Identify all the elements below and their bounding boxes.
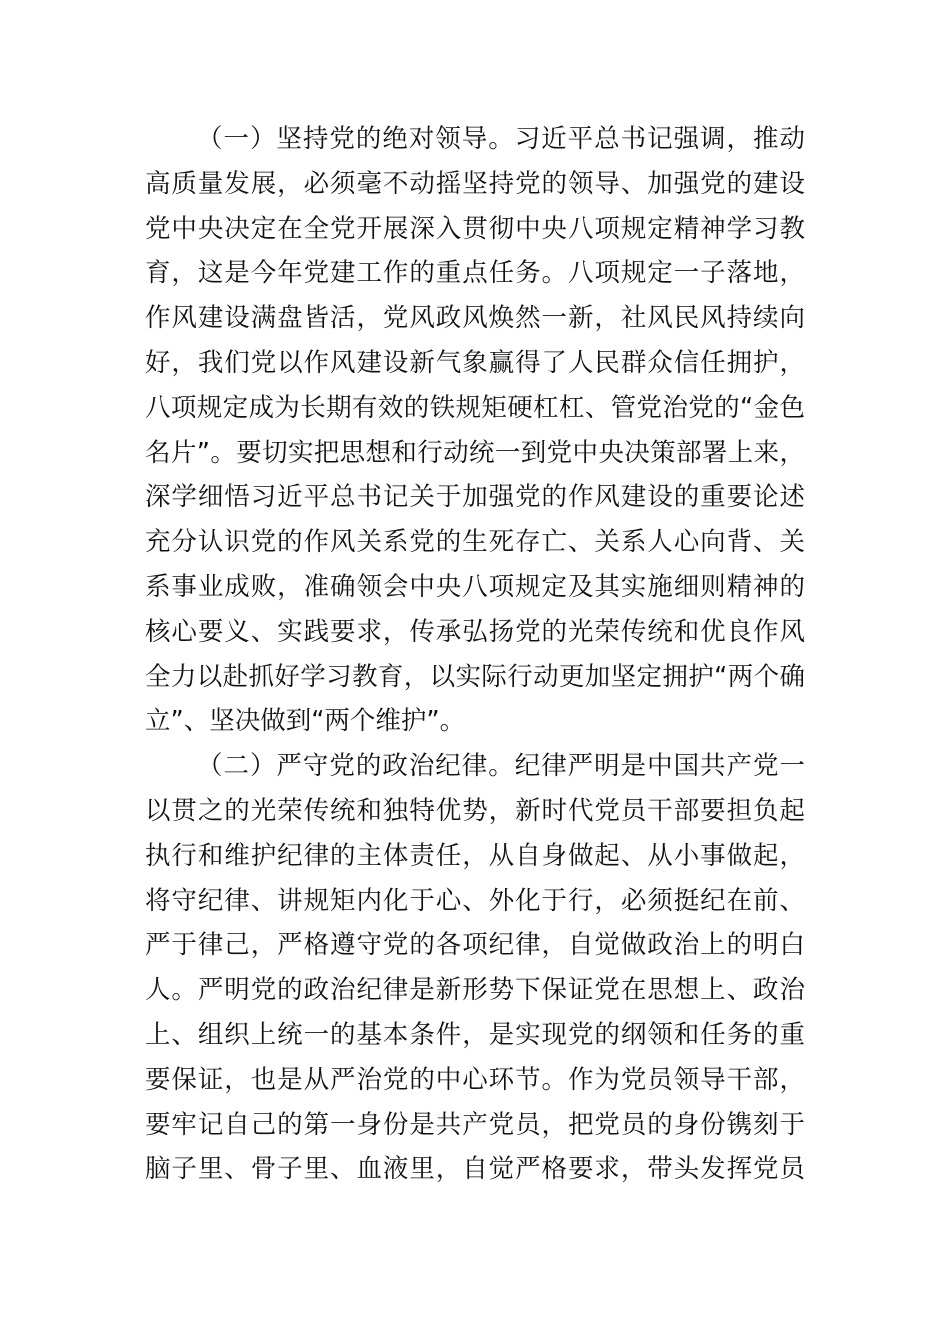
- text-line: （二）严守党的政治纪律。纪律严明是中国共产党一: [197, 751, 805, 782]
- text-line: 深学细悟习近平总书记关于加强党的作风建设的重要论述: [145, 482, 805, 513]
- text-line: 核心要义、实践要求，传承弘扬党的光荣传统和优良作风: [145, 616, 805, 647]
- document-body: [145, 117, 805, 1192]
- paragraph-section-2: [145, 744, 805, 1192]
- text-line: 要保证，也是从严治党的中心环节。作为党员领导干部，: [145, 1064, 805, 1095]
- text-line: 党中央决定在全党开展深入贯彻中央八项规定精神学习教: [145, 213, 805, 244]
- text-line: 要牢记自己的第一身份是共产党员，把党员的身份镌刻于: [145, 1109, 805, 1140]
- text-line: 名片”。要切实把思想和行动统一到党中央决策部署上来，: [145, 437, 805, 468]
- text-line: 将守纪律、讲规矩内化于心、外化于行，必须挺纪在前、: [145, 885, 805, 916]
- text-line: 上、组织上统一的基本条件，是实现党的纲领和任务的重: [145, 1019, 805, 1050]
- text-line: 八项规定成为长期有效的铁规矩硬杠杠、管党治党的“金色: [145, 392, 805, 423]
- text-line: 作风建设满盘皆活，党风政风焕然一新，社风民风持续向: [145, 303, 805, 334]
- text-line: 人。严明党的政治纪律是新形势下保证党在思想上、政治: [145, 975, 805, 1006]
- text-line: 立”、坚决做到“两个维护”。: [145, 706, 466, 737]
- text-line: 脑子里、骨子里、血液里，自觉严格要求，带头发挥党员: [145, 1154, 805, 1185]
- text-line: 执行和维护纪律的主体责任，从自身做起、从小事做起，: [145, 840, 805, 871]
- text-line: 严于律己，严格遵守党的各项纪律，自觉做政治上的明白: [145, 930, 805, 961]
- text-line: （一）坚持党的绝对领导。习近平总书记强调，推动: [197, 124, 805, 154]
- text-line: 系事业成败，准确领会中央八项规定及其实施细则精神的: [145, 571, 805, 602]
- paragraph-section-1: [145, 117, 805, 744]
- text-line: 全力以赴抓好学习教育，以实际行动更加坚定拥护“两个确: [145, 661, 805, 692]
- text-line: 以贯之的光荣传统和独特优势，新时代党员干部要担负起: [145, 795, 805, 826]
- text-line: 好，我们党以作风建设新气象赢得了人民群众信任拥护，: [145, 347, 805, 378]
- text-line: 充分认识党的作风关系党的生死存亡、关系人心向背、关: [145, 527, 805, 558]
- text-line: 育，这是今年党建工作的重点任务。八项规定一子落地，: [145, 258, 805, 289]
- text-line: 高质量发展，必须毫不动摇坚持党的领导、加强党的建设: [145, 168, 805, 199]
